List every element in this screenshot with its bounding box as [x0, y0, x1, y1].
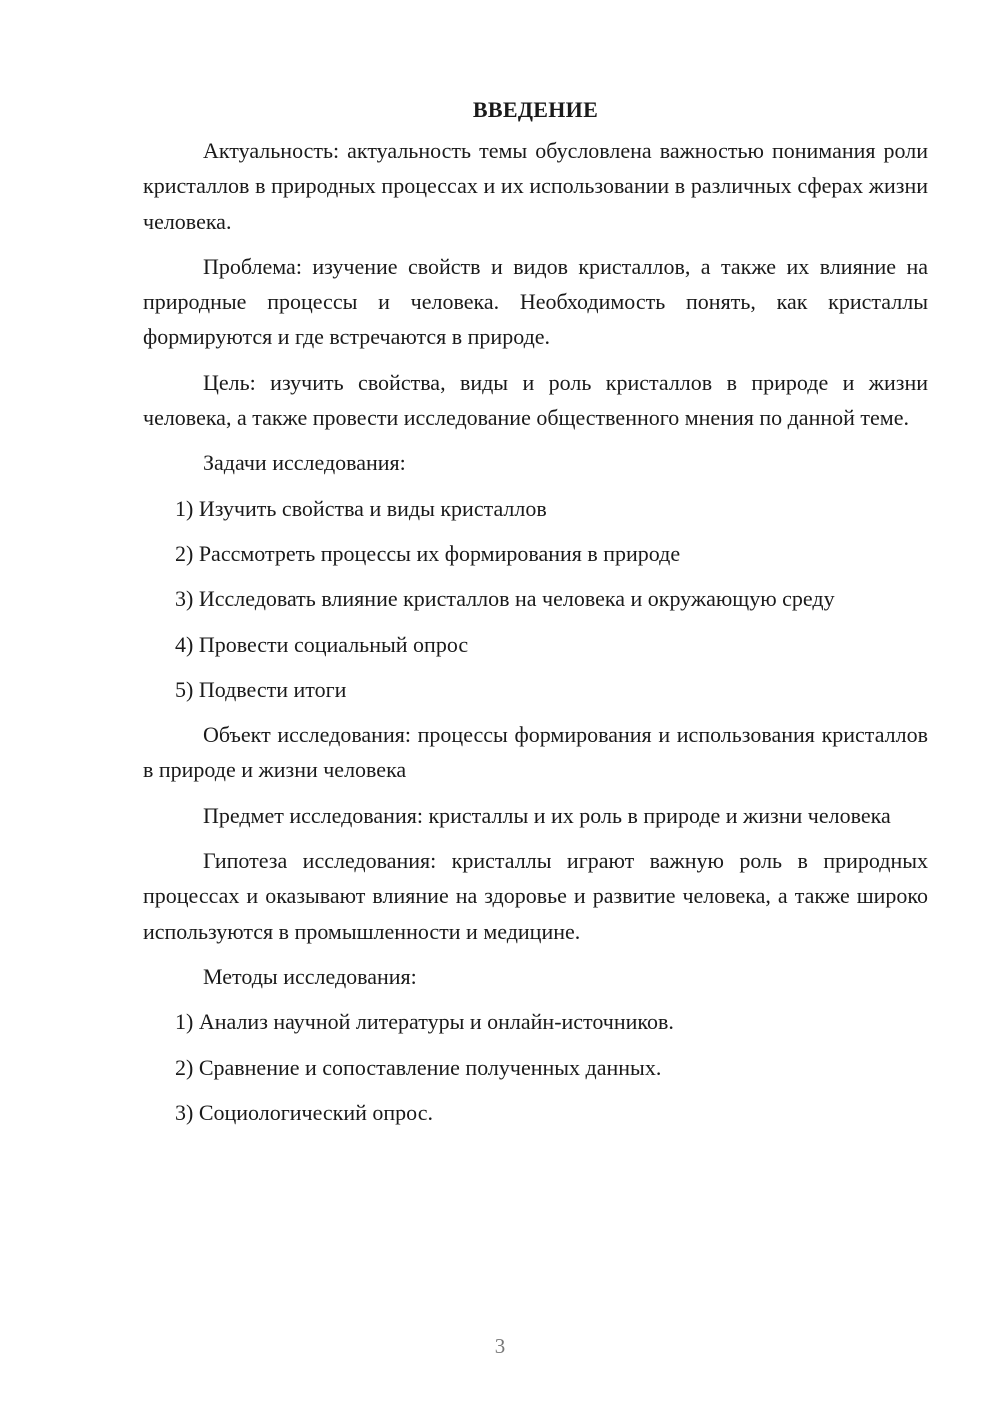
methods-list	[143, 1004, 928, 1130]
subject-paragraph: Предмет исследования: кристаллы и их роль в природе и жизни человека	[203, 802, 891, 828]
list-item: 1) Изучить свойства и виды кристаллов	[175, 495, 547, 521]
list-item: 5) Подвести итоги	[175, 676, 347, 702]
tasks-heading: Задачи исследования:	[203, 450, 406, 476]
list-item: 1) Анализ научной литературы и онлайн-источников.	[175, 1009, 674, 1035]
object-paragraph: Объект исследования: процессы формирования и использования кристаллов в природе и жизни человека	[143, 722, 928, 783]
tasks-list	[143, 491, 928, 707]
relevance-paragraph: Актуальность: актуальность темы обусловлена важностью понимания роли кристаллов в природных процессах и их использовании в различных сферах жизни человека.	[143, 138, 928, 234]
goal-paragraph: Цель: изучить свойства, виды и роль кристаллов в природе и жизни человека, а также провести исследование общественного мнения по данной теме.	[143, 369, 928, 431]
list-item: 3) Исследовать влияние кристаллов на человека и окружающую среду	[175, 586, 835, 612]
problem-paragraph: Проблема: изучение свойств и видов кристаллов, а также их влияние на природные процессы и человека. Необходимость понять, как кристаллы формируются и где встречаются в природе.	[143, 253, 928, 350]
page-title: ВВЕДЕНИЕ	[472, 97, 599, 122]
page-number: 3	[494, 1334, 506, 1358]
document-page	[143, 92, 928, 1140]
list-item: 2) Сравнение и сопоставление полученных данных.	[175, 1054, 662, 1080]
list-item: 3) Социологический опрос.	[175, 1099, 433, 1125]
list-item: 4) Провести социальный опрос	[175, 631, 469, 657]
list-item: 2) Рассмотреть процессы их формирования в природе	[175, 540, 681, 566]
hypothesis-paragraph: Гипотеза исследования: кристаллы играют важную роль в природных процессах и оказывают влияние на здоровье и развитие человека, а также широко используются в промышленности и медицине.	[143, 848, 928, 944]
methods-heading: Методы исследования:	[203, 963, 417, 989]
